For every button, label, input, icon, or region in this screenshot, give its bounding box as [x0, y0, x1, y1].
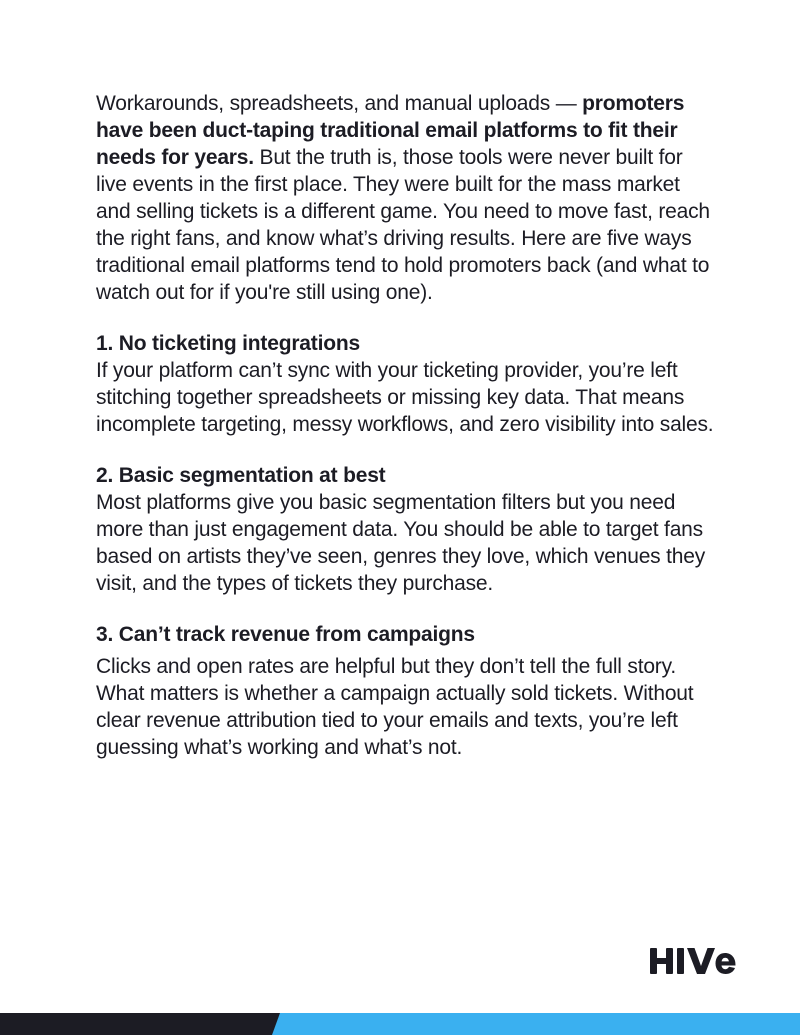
section-segmentation	[96, 462, 716, 597]
intro-lead: Workarounds, spreadsheets, and manual uploads —	[96, 92, 583, 115]
footer-color-bar	[0, 1013, 800, 1035]
section-heading: 2. Basic segmentation at best	[96, 464, 386, 487]
intro-rest: But the truth is, those tools were never built for live events in the first place. They were built for the mass market and selling tickets is a different game. You need to move fast, reach the right fans, and know what’s driving results. Here are five ways traditional email platforms tend to hold promoters back (and what to watch out for if you're still using one).	[96, 146, 710, 304]
section-body: Clicks and open rates are helpful but they don’t tell the full story. What matters is whether a campaign actually sold tickets. Without clear revenue attribution tied to your emails and texts, you’re left guessing what’s working and what’s not.	[96, 655, 694, 759]
hive-logo	[650, 944, 736, 978]
section-revenue	[96, 621, 716, 761]
section-body: If your platform can’t sync with your ticketing provider, you’re left stitching together spreadsheets or missing key data. That means incomplete targeting, messy workflows, and zero visibility into sales.	[96, 359, 714, 436]
section-ticketing	[96, 330, 716, 438]
intro-paragraph	[96, 90, 716, 306]
intro-bold: promoters have been duct-taping traditional email platforms to fit their needs for years.	[96, 92, 685, 169]
section-body: Most platforms give you basic segmentation filters but you need more than just engagement data. You should be able to target fans based on artists they’ve seen, genres they love, which venues they visit, and the types of tickets they purchase.	[96, 491, 705, 595]
section-heading: 1. No ticketing integrations	[96, 332, 360, 355]
article-body	[96, 90, 716, 785]
section-heading: 3. Can’t track revenue from campaigns	[96, 623, 475, 646]
